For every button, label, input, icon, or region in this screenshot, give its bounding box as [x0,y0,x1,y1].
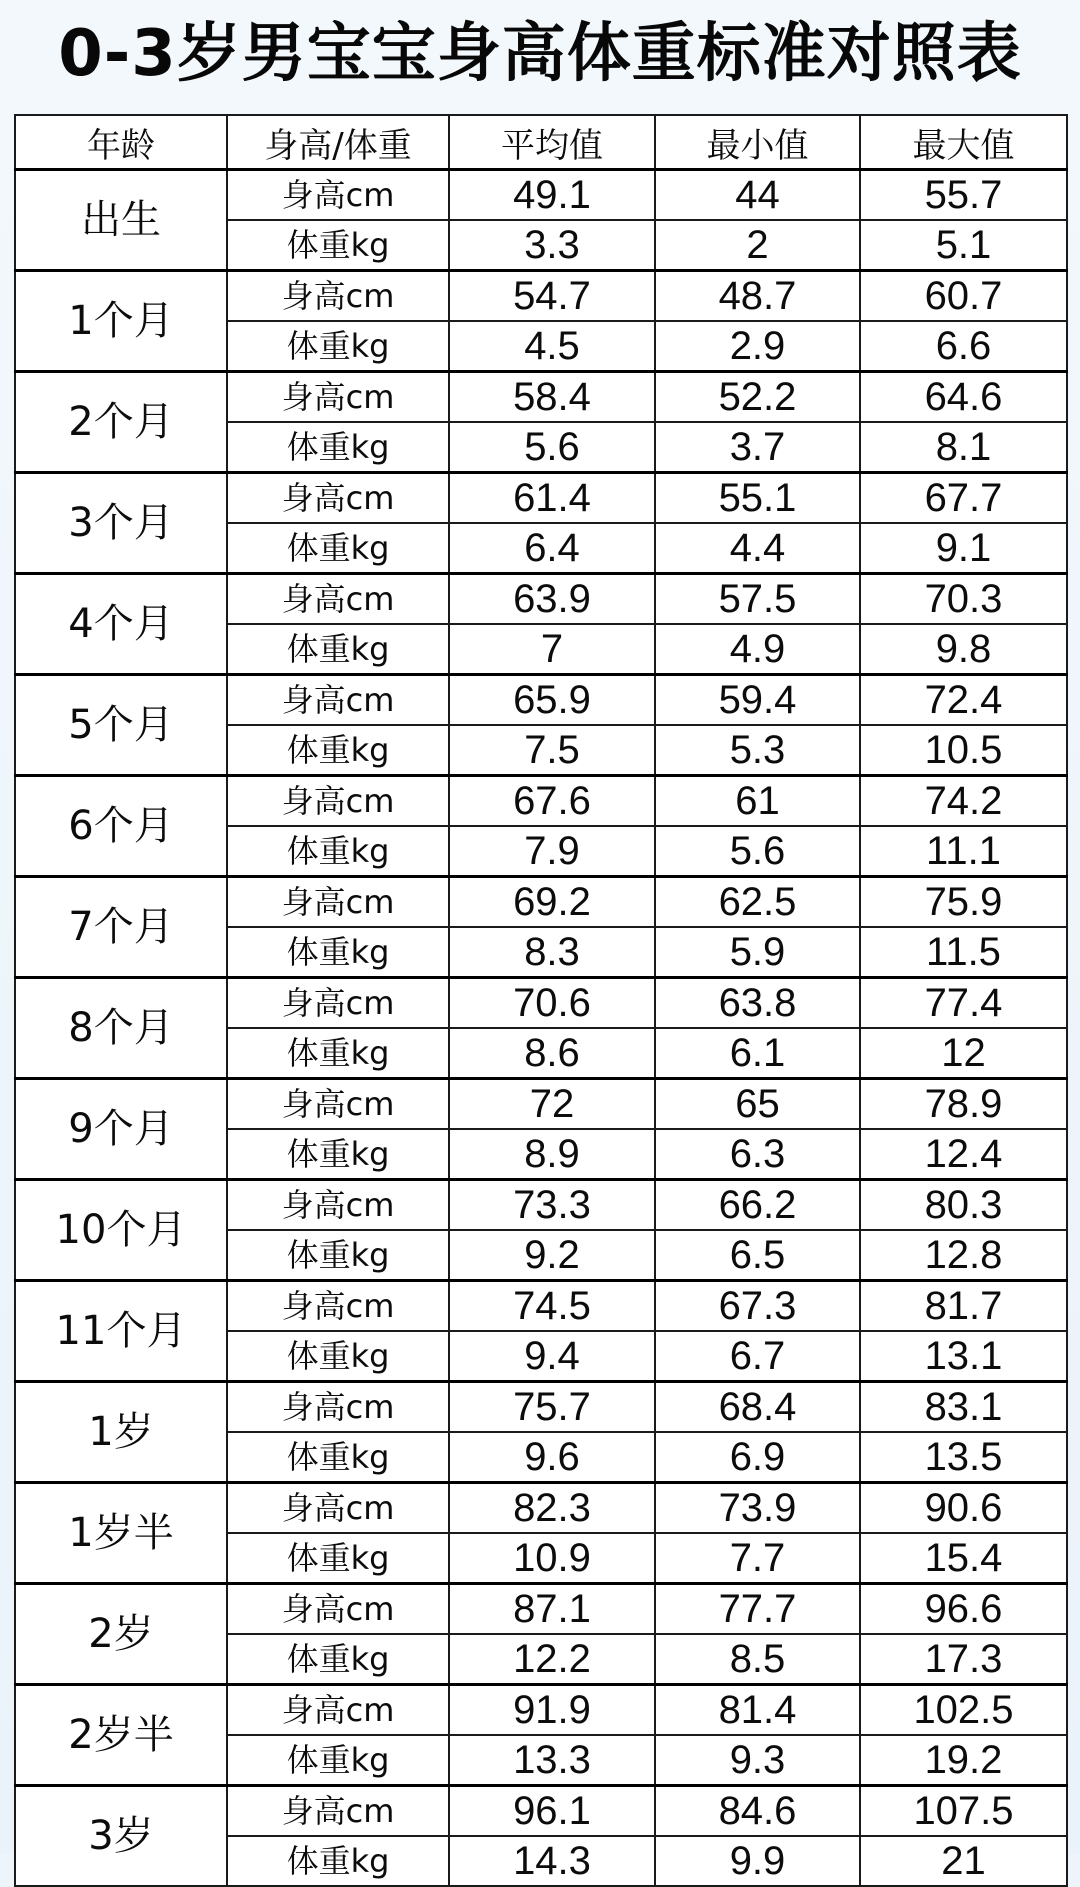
growth-standards-table [14,114,1068,1887]
weight-minimum: 4.4 [655,523,860,574]
height-maximum: 70.3 [860,574,1067,625]
height-minimum: 66.2 [655,1180,860,1231]
weight-average: 10.9 [449,1533,655,1584]
age-cell: 3个月 [15,473,227,574]
weight-maximum: 11.1 [860,826,1067,877]
height-maximum: 96.6 [860,1584,1067,1635]
weight-minimum: 5.6 [655,826,860,877]
metric-label: 体重kg [227,1028,449,1079]
height-average: 96.1 [449,1786,655,1837]
weight-maximum: 17.3 [860,1634,1067,1685]
metric-label: 身高cm [227,776,449,827]
metric-label: 身高cm [227,1685,449,1736]
weight-maximum: 13.5 [860,1432,1067,1483]
metric-label: 身高cm [227,271,449,322]
table-row-height [15,1079,1067,1130]
height-maximum: 102.5 [860,1685,1067,1736]
metric-label: 体重kg [227,321,449,372]
height-minimum: 55.1 [655,473,860,524]
height-maximum: 83.1 [860,1382,1067,1433]
table-row-height [15,1483,1067,1534]
age-cell: 1岁半 [15,1483,227,1584]
age-cell: 4个月 [15,574,227,675]
height-minimum: 62.5 [655,877,860,928]
weight-maximum: 11.5 [860,927,1067,978]
metric-label: 身高cm [227,675,449,726]
weight-minimum: 6.3 [655,1129,860,1180]
header-average: 平均值 [449,115,655,170]
metric-label: 体重kg [227,624,449,675]
weight-average: 14.3 [449,1836,655,1886]
height-average: 69.2 [449,877,655,928]
weight-average: 8.3 [449,927,655,978]
metric-label: 体重kg [227,927,449,978]
metric-label: 身高cm [227,473,449,524]
age-cell: 7个月 [15,877,227,978]
table-row-height [15,271,1067,322]
metric-label: 身高cm [227,1180,449,1231]
metric-label: 体重kg [227,1735,449,1786]
weight-minimum: 7.7 [655,1533,860,1584]
weight-average: 4.5 [449,321,655,372]
height-average: 70.6 [449,978,655,1029]
weight-minimum: 6.7 [655,1331,860,1382]
table-row-height [15,372,1067,423]
metric-label: 体重kg [227,220,449,271]
age-cell: 8个月 [15,978,227,1079]
height-maximum: 74.2 [860,776,1067,827]
height-maximum: 77.4 [860,978,1067,1029]
metric-label: 体重kg [227,422,449,473]
height-average: 74.5 [449,1281,655,1332]
metric-label: 体重kg [227,826,449,877]
weight-average: 8.6 [449,1028,655,1079]
age-cell: 2岁 [15,1584,227,1685]
height-average: 63.9 [449,574,655,625]
weight-average: 7.9 [449,826,655,877]
height-average: 73.3 [449,1180,655,1231]
height-minimum: 48.7 [655,271,860,322]
metric-label: 体重kg [227,725,449,776]
weight-maximum: 12.8 [860,1230,1067,1281]
height-maximum: 60.7 [860,271,1067,322]
height-average: 87.1 [449,1584,655,1635]
height-average: 49.1 [449,170,655,221]
age-cell: 5个月 [15,675,227,776]
metric-label: 身高cm [227,877,449,928]
weight-average: 13.3 [449,1735,655,1786]
table-row-height [15,1180,1067,1231]
height-maximum: 75.9 [860,877,1067,928]
age-cell: 9个月 [15,1079,227,1180]
height-minimum: 81.4 [655,1685,860,1736]
table-row-height [15,1281,1067,1332]
weight-minimum: 2.9 [655,321,860,372]
metric-label: 体重kg [227,1331,449,1382]
metric-label: 身高cm [227,1584,449,1635]
table-row-height [15,1382,1067,1433]
height-minimum: 52.2 [655,372,860,423]
height-average: 58.4 [449,372,655,423]
height-average: 72 [449,1079,655,1130]
height-minimum: 67.3 [655,1281,860,1332]
height-average: 82.3 [449,1483,655,1534]
table-row-height [15,1584,1067,1635]
height-minimum: 61 [655,776,860,827]
weight-maximum: 13.1 [860,1331,1067,1382]
metric-label: 身高cm [227,1281,449,1332]
metric-label: 体重kg [227,1129,449,1180]
height-average: 61.4 [449,473,655,524]
metric-label: 身高cm [227,1382,449,1433]
age-cell: 10个月 [15,1180,227,1281]
weight-maximum: 8.1 [860,422,1067,473]
metric-label: 体重kg [227,1836,449,1886]
weight-minimum: 2 [655,220,860,271]
metric-label: 体重kg [227,1634,449,1685]
weight-maximum: 15.4 [860,1533,1067,1584]
metric-label: 体重kg [227,1533,449,1584]
weight-minimum: 6.1 [655,1028,860,1079]
height-maximum: 67.7 [860,473,1067,524]
table-row-height [15,473,1067,524]
height-minimum: 65 [655,1079,860,1130]
age-cell: 11个月 [15,1281,227,1382]
height-maximum: 55.7 [860,170,1067,221]
height-maximum: 107.5 [860,1786,1067,1837]
header-age: 年龄 [15,115,227,170]
metric-label: 身高cm [227,1786,449,1837]
header-metric: 身高/体重 [227,115,449,170]
weight-minimum: 5.3 [655,725,860,776]
height-minimum: 73.9 [655,1483,860,1534]
weight-minimum: 8.5 [655,1634,860,1685]
age-cell: 2岁半 [15,1685,227,1786]
metric-label: 体重kg [227,1230,449,1281]
metric-label: 体重kg [227,523,449,574]
weight-average: 9.2 [449,1230,655,1281]
page-title: 0-3岁男宝宝身高体重标准对照表 [58,17,1022,91]
height-minimum: 77.7 [655,1584,860,1635]
age-cell: 3岁 [15,1786,227,1887]
metric-label: 身高cm [227,574,449,625]
table-row-height [15,978,1067,1029]
height-minimum: 84.6 [655,1786,860,1837]
height-minimum: 44 [655,170,860,221]
weight-minimum: 6.5 [655,1230,860,1281]
weight-minimum: 9.3 [655,1735,860,1786]
height-maximum: 64.6 [860,372,1067,423]
table-row-height [15,1786,1067,1837]
metric-label: 身高cm [227,372,449,423]
weight-average: 7.5 [449,725,655,776]
table-row-height [15,1685,1067,1736]
height-maximum: 90.6 [860,1483,1067,1534]
weight-minimum: 3.7 [655,422,860,473]
table-row-height [15,574,1067,625]
height-maximum: 80.3 [860,1180,1067,1231]
table-header-row [15,115,1067,170]
weight-average: 12.2 [449,1634,655,1685]
age-cell: 2个月 [15,372,227,473]
weight-average: 8.9 [449,1129,655,1180]
weight-maximum: 5.1 [860,220,1067,271]
height-average: 67.6 [449,776,655,827]
height-maximum: 81.7 [860,1281,1067,1332]
metric-label: 身高cm [227,170,449,221]
header-minimum: 最小值 [655,115,860,170]
table-row-height [15,877,1067,928]
table-row-height [15,675,1067,726]
height-maximum: 78.9 [860,1079,1067,1130]
age-cell: 1岁 [15,1382,227,1483]
weight-average: 9.6 [449,1432,655,1483]
age-cell: 6个月 [15,776,227,877]
height-minimum: 63.8 [655,978,860,1029]
weight-average: 6.4 [449,523,655,574]
weight-average: 7 [449,624,655,675]
table-row-height [15,170,1067,221]
weight-maximum: 12.4 [860,1129,1067,1180]
weight-minimum: 5.9 [655,927,860,978]
age-cell: 出生 [15,170,227,271]
metric-label: 体重kg [227,1432,449,1483]
height-minimum: 59.4 [655,675,860,726]
weight-average: 9.4 [449,1331,655,1382]
weight-maximum: 9.1 [860,523,1067,574]
metric-label: 身高cm [227,1079,449,1130]
height-average: 91.9 [449,1685,655,1736]
height-average: 54.7 [449,271,655,322]
weight-maximum: 10.5 [860,725,1067,776]
metric-label: 身高cm [227,978,449,1029]
weight-maximum: 6.6 [860,321,1067,372]
weight-maximum: 9.8 [860,624,1067,675]
metric-label: 身高cm [227,1483,449,1534]
weight-average: 5.6 [449,422,655,473]
header-maximum: 最大值 [860,115,1067,170]
height-average: 75.7 [449,1382,655,1433]
height-average: 65.9 [449,675,655,726]
weight-maximum: 19.2 [860,1735,1067,1786]
height-minimum: 57.5 [655,574,860,625]
weight-maximum: 12 [860,1028,1067,1079]
height-minimum: 68.4 [655,1382,860,1433]
weight-minimum: 6.9 [655,1432,860,1483]
weight-minimum: 4.9 [655,624,860,675]
height-maximum: 72.4 [860,675,1067,726]
weight-maximum: 21 [860,1836,1067,1886]
weight-minimum: 9.9 [655,1836,860,1886]
table-row-height [15,776,1067,827]
weight-average: 3.3 [449,220,655,271]
age-cell: 1个月 [15,271,227,372]
